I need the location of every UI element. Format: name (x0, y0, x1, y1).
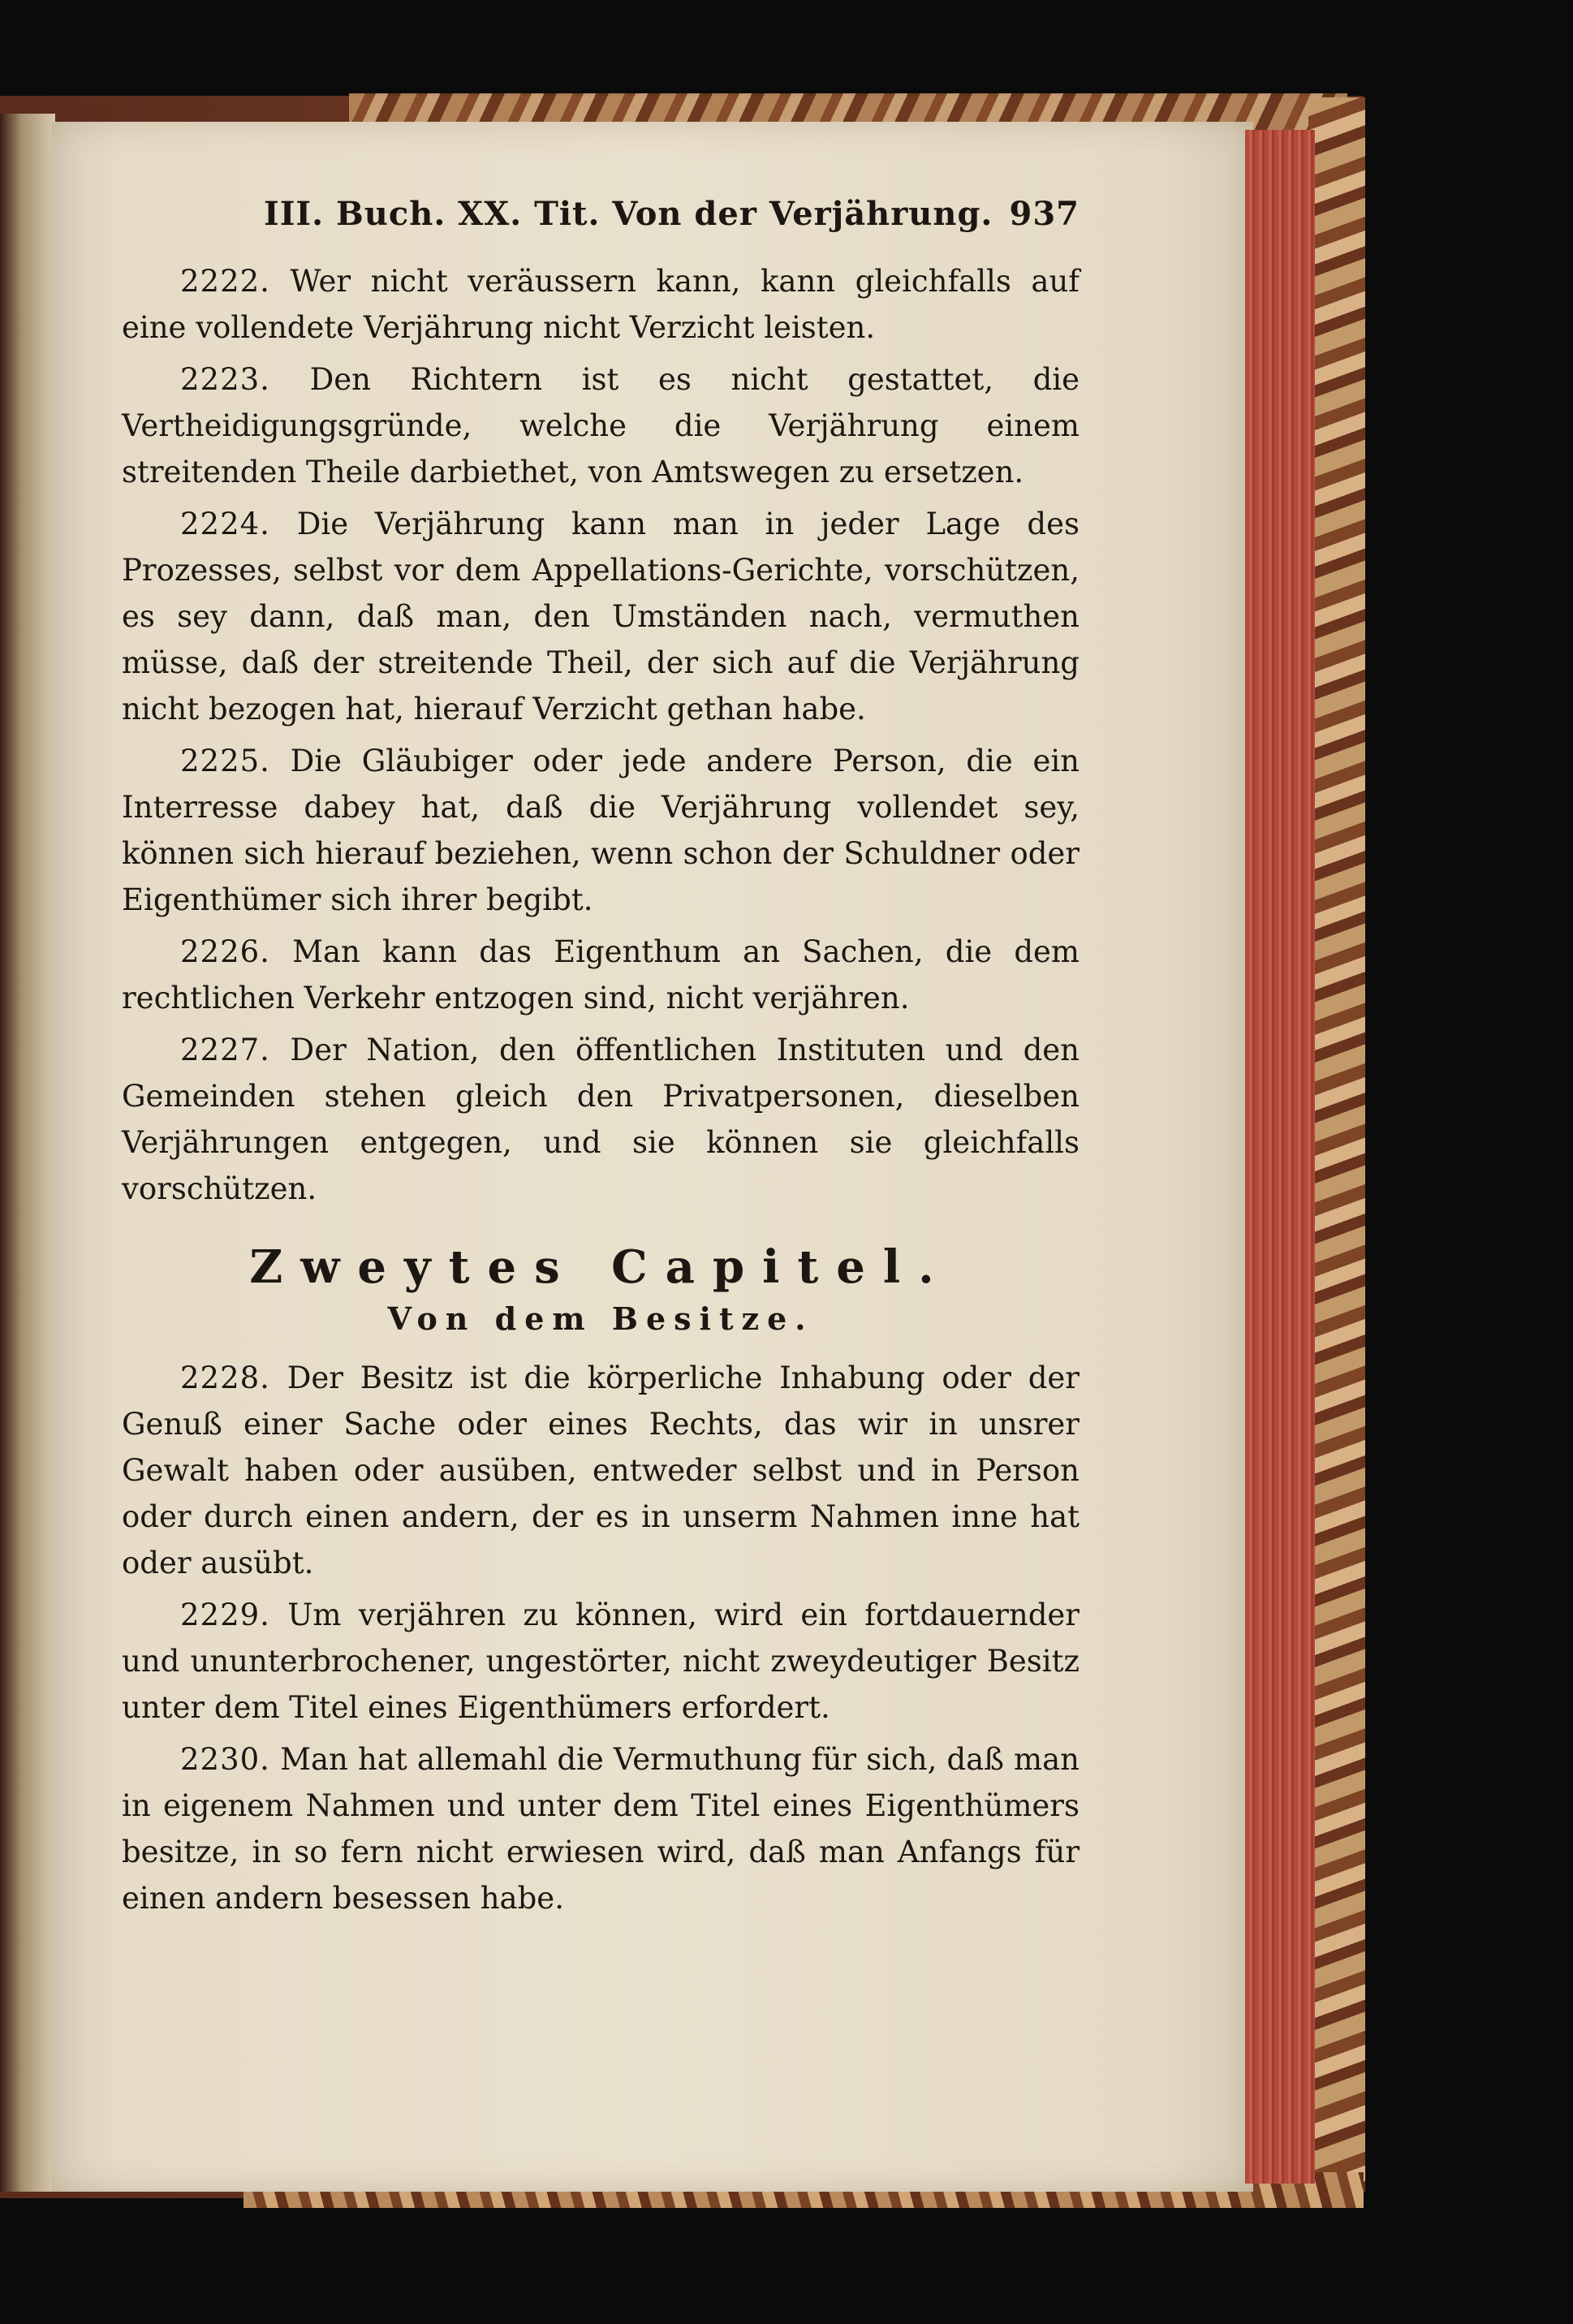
page-block-red-edge (1245, 130, 1315, 2184)
paragraph-gap (122, 1921, 1080, 1927)
article-number: 2230. (180, 1742, 270, 1777)
article-text: Die Verjährung kann man in jeder Lage des Prozesses, selbst vor dem Appellations-Gerichte, vorschützen, es sey dann, daß man, den Umständen nach, vermuthen müsse, daß der streitende Theil, der sich auf die Verjährung nicht bezogen hat, hierauf Verzicht gethan habe. (122, 507, 1080, 727)
article-paragraph (122, 258, 1080, 351)
article-text: Man kann das Eigenthum an Sachen, die dem rechtlichen Verkehr entzogen sind, nicht verjähren. (122, 934, 1080, 1015)
paragraph-gap (122, 1212, 1080, 1218)
paragraph-gap (122, 495, 1080, 501)
paragraph-gap (122, 351, 1080, 356)
running-header (122, 195, 1080, 244)
running-title: III. Buch. XX. Tit. Von der Verjährung. (264, 195, 993, 233)
article-text: Die Gläubiger oder jede andere Person, die ein Interresse dabey hat, daß die Verjährung vollendet sey, können sich hierauf beziehen, wenn schon der Schuldner oder Eigenthümer sich ihrer begibt. (122, 744, 1080, 917)
article-paragraph (122, 1355, 1080, 1586)
page-number: 937 (1009, 195, 1080, 233)
article-paragraph (122, 1027, 1080, 1212)
article-paragraph (122, 1592, 1080, 1731)
article-number: 2225. (180, 744, 270, 778)
article-number: 2224. (180, 507, 270, 541)
article-paragraph (122, 1736, 1080, 1921)
page-content (122, 195, 1080, 1927)
article-number: 2226. (180, 934, 270, 969)
article-number: 2222. (180, 264, 270, 299)
article-text: Den Richtern ist es nicht gestattet, die Vertheidigungsgründe, welche die Verjährung einem streitenden Theile darbiethet, von Amtswegen zu ersetzen. (122, 362, 1080, 489)
previous-page-edge (0, 114, 55, 2192)
paragraph-gap (122, 732, 1080, 738)
article-number: 2227. (180, 1033, 270, 1067)
chapter-title: Zweytes Capitel. (249, 1240, 952, 1294)
article-number: 2228. (180, 1360, 270, 1395)
article-list-after (122, 1355, 1080, 1927)
article-paragraph (122, 356, 1080, 495)
article-number: 2223. (180, 362, 270, 397)
article-text: Um verjähren zu können, wird ein fortdauernder und ununterbrochener, ungestörter, nicht zweydeutiger Besitz unter dem Titel eines Eigenthümers erfordert. (122, 1597, 1080, 1725)
article-paragraph (122, 738, 1080, 923)
article-text: Der Besitz ist die körperliche Inhabung oder der Genuß einer Sache oder eines Rechts, das wir in unsrer Gewalt haben oder ausüben, entweder selbst und in Person oder durch einen andern, der es in unserm Nahmen inne hat oder ausübt. (122, 1360, 1080, 1580)
chapter-subtitle: Von dem Besitze. (387, 1300, 814, 1337)
article-paragraph (122, 501, 1080, 732)
article-text: Man hat allemahl die Vermuthung für sich, daß man in eigenem Nahmen und unter dem Titel eines Eigenthümers besitze, in so fern nicht erwiesen wird, daß man Anfangs für einen andern besessen habe. (122, 1742, 1080, 1916)
article-list-before (122, 258, 1080, 1218)
paragraph-gap (122, 923, 1080, 929)
marbled-board-right (1308, 97, 1365, 2192)
article-text: Wer nicht veräussern kann, kann gleichfalls auf eine vollendete Verjährung nicht Verzicht leisten. (122, 264, 1080, 345)
article-text: Der Nation, den öffentlichen Instituten und den Gemeinden stehen gleich den Privatpersonen, dieselben Verjährungen entgegen, und sie können sie gleichfalls vorschützen. (122, 1033, 1080, 1206)
article-number: 2229. (180, 1597, 270, 1632)
paragraph-gap (122, 1021, 1080, 1027)
paragraph-gap (122, 1586, 1080, 1592)
article-paragraph (122, 929, 1080, 1021)
paragraph-gap (122, 1731, 1080, 1736)
